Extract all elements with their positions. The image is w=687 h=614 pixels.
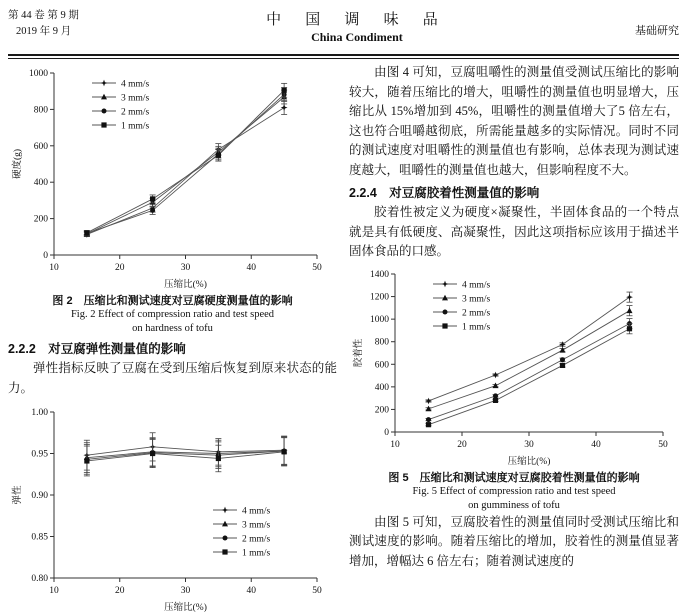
fig5-caption-zh: 图 5 压缩比和测试速度对豆腐胶着性测量值的影响: [388, 471, 640, 484]
svg-text:10: 10: [49, 586, 59, 597]
svg-text:600: 600: [33, 141, 48, 152]
issue-volume: 第 44 卷 第 9 期: [8, 10, 79, 21]
svg-text:2 mm/s: 2 mm/s: [242, 534, 271, 545]
two-column-layout: [8, 63, 679, 614]
svg-text:50: 50: [312, 263, 322, 273]
journal-title-en: China Condiment: [311, 30, 403, 44]
svg-text:200: 200: [374, 404, 389, 415]
issue-info: [8, 8, 79, 40]
fig4-discussion-paragraph: 由图 4 可知，豆腐咀嚼性的测量值受测试压缩比的影响较大，随着压缩比的增大，咀嚼性的测量值也明显增大，压缩比从 15%增加到 45%，咀嚼性的测量值增大了5 倍左右，这也符合咀嚼越彻底，所需能量越多的实际情况。同时不同的测试速度对咀嚼性的测量值也有影响，总体表现为测试速度越大，咀嚼性的测量值也越大，但影响程度不大。: [349, 65, 679, 177]
svg-text:4 mm/s: 4 mm/s: [462, 280, 491, 290]
svg-text:0.90: 0.90: [31, 491, 48, 502]
svg-text:压缩比(%): 压缩比(%): [164, 603, 207, 614]
fig2-hardness-chart: [8, 63, 333, 291]
svg-text:1 mm/s: 1 mm/s: [242, 548, 271, 559]
fig5-caption-en-line2: on gumminess of tofu: [468, 499, 560, 511]
svg-text:40: 40: [246, 263, 256, 273]
svg-text:4 mm/s: 4 mm/s: [121, 79, 150, 90]
svg-text:硬度(g): 硬度(g): [13, 148, 23, 180]
svg-text:20: 20: [115, 263, 125, 273]
svg-text:40: 40: [246, 586, 256, 597]
svg-text:30: 30: [524, 439, 534, 450]
svg-text:30: 30: [180, 586, 191, 597]
svg-text:胶着性: 胶着性: [354, 338, 364, 367]
svg-text:4 mm/s: 4 mm/s: [242, 506, 271, 517]
svg-text:0: 0: [43, 251, 48, 261]
svg-text:0.85: 0.85: [31, 532, 48, 543]
journal-title: [79, 8, 635, 45]
fig2-caption-en-line2: on hardness of tofu: [132, 323, 213, 335]
svg-text:压缩比(%): 压缩比(%): [164, 280, 207, 290]
svg-text:50: 50: [312, 586, 322, 597]
svg-text:1400: 1400: [370, 269, 389, 280]
svg-text:20: 20: [457, 439, 467, 450]
svg-text:10: 10: [49, 263, 59, 273]
svg-text:800: 800: [33, 105, 48, 116]
svg-text:1000: 1000: [29, 69, 48, 79]
fig5-discussion-paragraph: 由图 5 可知，豆腐胶着性的测量值同时受测试压缩比和测试速度的影响。随着压缩比的增加，胶着性的测量值显著增加，增幅达 6 倍左右；随着测试速度的: [349, 514, 679, 568]
svg-text:压缩比(%): 压缩比(%): [507, 456, 551, 467]
svg-text:0: 0: [384, 427, 389, 438]
fig3-elasticity-chart: [8, 402, 333, 614]
svg-text:200: 200: [33, 214, 48, 225]
header-rule: [8, 54, 679, 59]
svg-text:2 mm/s: 2 mm/s: [462, 308, 491, 318]
fig2-caption-en-line1: Fig. 2 Effect of compression ratio and test speed: [70, 309, 275, 320]
fig5-caption-en-line1: Fig. 5 Effect of compression ratio and test speed: [412, 485, 616, 497]
section-222-paragraph: 弹性指标反映了豆腐在受到压缩后恢复到原来状态的能力。: [8, 361, 337, 395]
svg-text:400: 400: [374, 382, 389, 393]
svg-text:1.00: 1.00: [31, 408, 48, 419]
issue-date: 2019 年 9 月: [16, 25, 72, 37]
svg-text:0.95: 0.95: [31, 449, 48, 460]
fig2-caption-zh: 图 2 压缩比和测试速度对豆腐硬度测量值的影响: [52, 295, 293, 307]
svg-text:1200: 1200: [370, 292, 389, 303]
page-header: [8, 4, 679, 52]
svg-text:40: 40: [591, 439, 601, 450]
section-224-paragraph: 胶着性被定义为硬度×凝聚性，半固体食品的一个特点就是具有低硬度、高凝聚性，因此这项指标应该用于描述半固体食品的口感。: [349, 205, 679, 258]
svg-text:600: 600: [374, 359, 389, 370]
svg-text:30: 30: [180, 263, 191, 273]
svg-text:1000: 1000: [370, 314, 389, 325]
journal-title-zh: 中 国 调 味 品: [266, 11, 448, 28]
right-column: [349, 63, 679, 614]
svg-text:0.80: 0.80: [31, 574, 48, 585]
svg-text:400: 400: [33, 178, 48, 189]
svg-text:3 mm/s: 3 mm/s: [242, 520, 271, 531]
section-224-heading: 2.2.4 对豆腐胶着性测量值的影响: [349, 186, 540, 200]
svg-text:2 mm/s: 2 mm/s: [121, 107, 150, 118]
svg-text:1 mm/s: 1 mm/s: [462, 322, 491, 332]
svg-text:3 mm/s: 3 mm/s: [462, 294, 491, 304]
section-222-heading: 2.2.2 对豆腐弹性测量值的影响: [8, 342, 186, 357]
section-label: 基础研究: [635, 25, 679, 37]
svg-text:50: 50: [658, 439, 668, 450]
svg-text:10: 10: [390, 439, 400, 450]
svg-text:3 mm/s: 3 mm/s: [121, 93, 150, 104]
fig5-gumminess-chart: [349, 264, 679, 468]
svg-text:20: 20: [115, 586, 125, 597]
left-column: [8, 63, 337, 614]
svg-text:1 mm/s: 1 mm/s: [121, 121, 150, 132]
svg-text:800: 800: [374, 337, 389, 348]
svg-text:弹性: 弹性: [13, 485, 23, 505]
